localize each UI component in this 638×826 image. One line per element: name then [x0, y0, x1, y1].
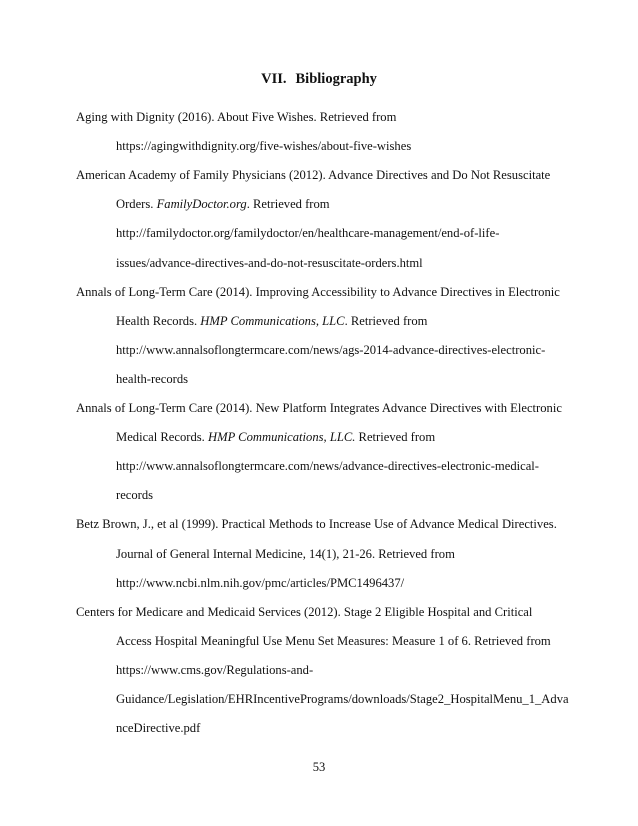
reference-continuation: [116, 313, 427, 329]
reference-continuation: [116, 196, 330, 212]
reference-continuation: https://www.cms.gov/Regulations-and-: [116, 662, 314, 677]
reference-text: Medical Records.: [116, 430, 208, 445]
reference-continuation: [116, 429, 435, 445]
reference-text: Retrieved from: [355, 430, 436, 445]
reference-continuation: https://agingwithdignity.org/five-wishes/about-five-wishes: [116, 139, 412, 154]
reference-source-title: FamilyDoctor.org: [156, 197, 247, 212]
reference-continuation: Guidance/Legislation/EHRIncentivePrograms/downloads/Stage2_HospitalMenu_1_Adva: [116, 692, 569, 706]
reference-source-title: HMP Communications, LLC.: [207, 430, 356, 445]
reference-continuation: records: [116, 488, 154, 503]
reference-entry: American Academy of Family Physicians (2012). Advance Directives and Do Not Resuscitate: [76, 168, 551, 183]
reference-continuation: Journal of General Internal Medicine, 14(1), 21-26. Retrieved from: [116, 546, 455, 561]
reference-continuation: nceDirective.pdf: [116, 721, 201, 736]
reference-text: Orders.: [116, 197, 157, 212]
reference-entry: Annals of Long-Term Care (2014). New Platform Integrates Advance Directives with Electronic: [76, 401, 562, 415]
reference-continuation: health-records: [116, 371, 189, 386]
reference-continuation: issues/advance-directives-and-do-not-resuscitate-orders.html: [116, 255, 423, 270]
page-number: 53: [312, 760, 326, 774]
reference-continuation: http://www.annalsoflongtermcare.com/news/advance-directives-electronic-medical-: [116, 459, 539, 474]
reference-entry: Aging with Dignity (2016). About Five Wishes. Retrieved from: [76, 110, 397, 124]
reference-source-title: HMP Communications, LLC: [200, 313, 345, 328]
reference-continuation: http://www.annalsoflongtermcare.com/news/ags-2014-advance-directives-electronic-: [116, 342, 546, 357]
reference-entry: Centers for Medicare and Medicaid Services (2012). Stage 2 Eligible Hospital and Critical: [76, 604, 533, 619]
reference-text: Health Records.: [116, 313, 201, 328]
reference-continuation: Access Hospital Meaningful Use Menu Set Measures: Measure 1 of 6. Retrieved from: [116, 633, 551, 648]
reference-continuation: http://www.ncbi.nlm.nih.gov/pmc/articles/PMC1496437/: [116, 575, 405, 590]
reference-continuation: http://familydoctor.org/familydoctor/en/healthcare-management/end-of-life-: [116, 226, 500, 241]
reference-text: . Retrieved from: [344, 313, 428, 328]
section-title: Bibliography: [295, 71, 377, 87]
section-heading: [0, 70, 638, 88]
reference-text: . Retrieved from: [246, 197, 330, 212]
reference-entry: Annals of Long-Term Care (2014). Improving Accessibility to Advance Directives in Electronic: [76, 284, 560, 299]
section-number: VII.: [261, 71, 287, 87]
reference-entry: Betz Brown, J., et al (1999). Practical Methods to Increase Use of Advance Medical Directives.: [76, 517, 557, 532]
